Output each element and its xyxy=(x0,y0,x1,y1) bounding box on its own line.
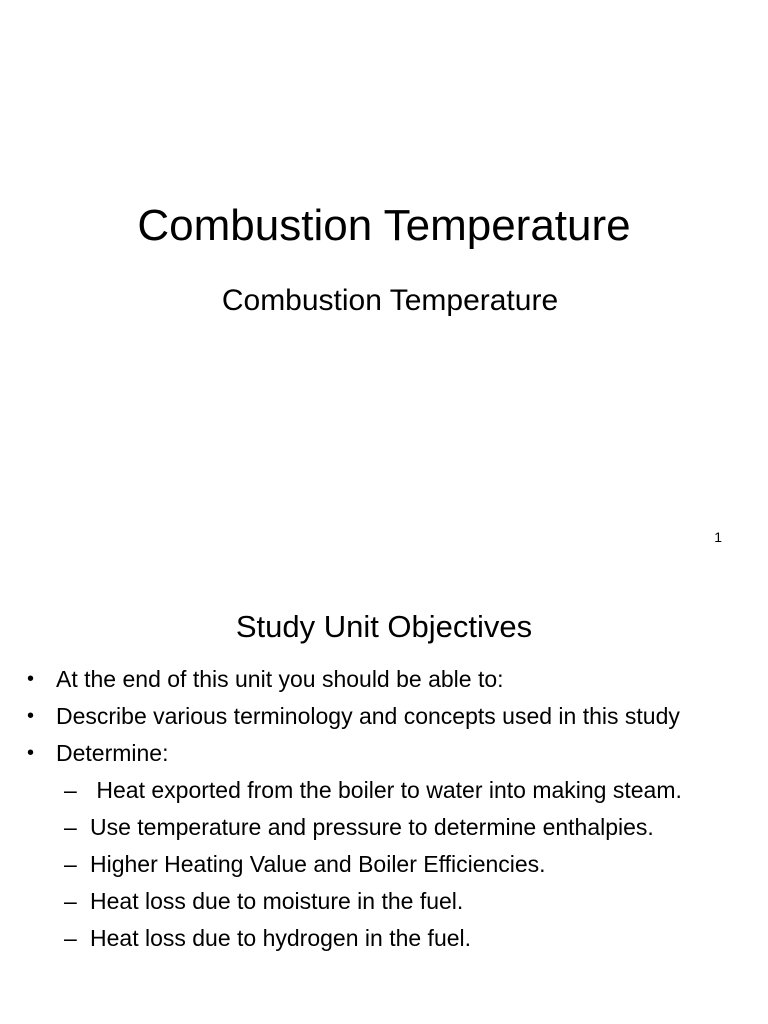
sub-bullet-text: Heat exported from the boiler to water into making steam. xyxy=(90,777,682,803)
slide-title: Combustion Temperature xyxy=(137,201,631,250)
dash-icon: – xyxy=(64,851,77,877)
sub-bullet-item xyxy=(0,812,768,842)
sub-bullet-text: Use temperature and pressure to determine enthalpies. xyxy=(90,814,654,840)
dash-icon: – xyxy=(64,925,77,951)
sub-bullet-item xyxy=(0,849,768,879)
objectives-slide xyxy=(0,576,768,1024)
bullet-item: • Determine: xyxy=(0,738,768,768)
dash-icon: – xyxy=(64,814,77,840)
sub-bullet-text: Heat loss due to moisture in the fuel. xyxy=(90,888,464,914)
bullet-item: • Describe various terminology and concepts used in this study xyxy=(0,701,768,731)
objectives-list xyxy=(0,664,768,960)
dash-icon: – xyxy=(64,888,77,914)
page-number: 1 xyxy=(714,529,722,545)
sub-bullet-item xyxy=(0,775,768,805)
bullet-item: • At the end of this unit you should be able to: xyxy=(0,664,768,694)
sub-bullet-text: Heat loss due to hydrogen in the fuel. xyxy=(90,925,472,951)
sub-bullet-item xyxy=(0,886,768,916)
slide-subtitle: Combustion Temperature xyxy=(221,284,559,317)
objectives-title: Study Unit Objectives xyxy=(235,609,533,644)
dash-icon: – xyxy=(64,777,77,803)
sub-bullet-item xyxy=(0,923,768,953)
sub-bullet-text: Higher Heating Value and Boiler Efficiencies. xyxy=(90,851,546,877)
